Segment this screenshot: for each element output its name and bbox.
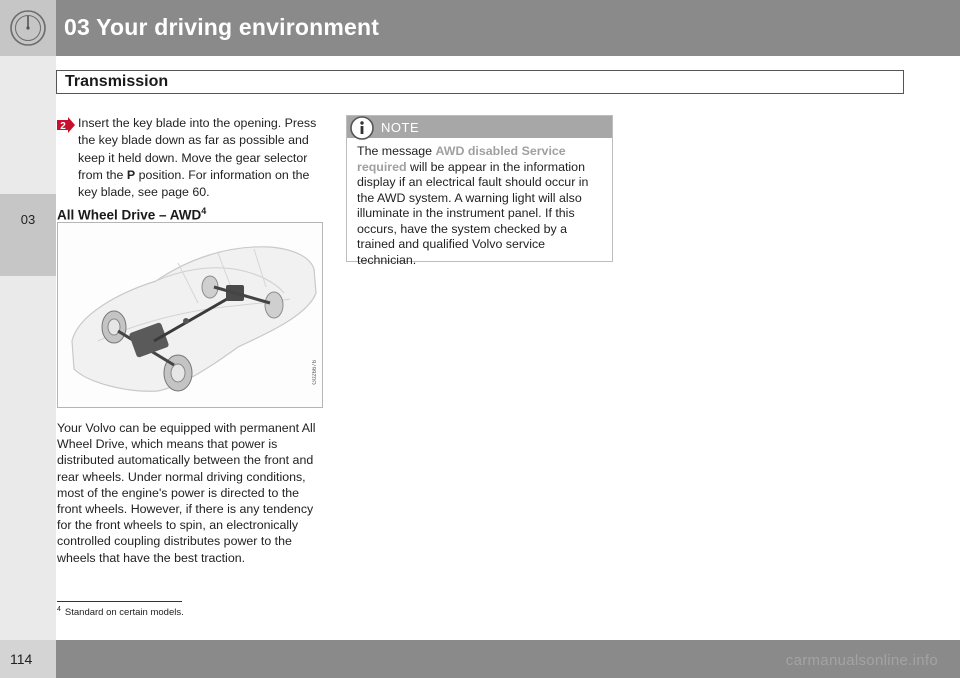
footnote-text: Standard on certain models. [64,607,184,619]
section-title-bar [56,70,904,94]
step-text-part2: position. For information on the key blade, see page 60. [78,167,310,200]
side-margin [0,56,56,640]
note-header [347,116,612,138]
figure-code: G026676 [312,360,318,385]
step-arrow-icon [56,117,76,133]
step-gear-letter: P [126,167,136,182]
step-text-part1: Insert the key blade into the opening. Press the key blade down as far as possible and keep it held down. Move the gear selector from the [78,116,317,182]
awd-heading-text: All Wheel Drive – AWD [57,207,202,223]
page-number: 114 [10,651,33,667]
step-instruction [78,115,324,201]
awd-footnote-ref: 4 [201,206,207,216]
awd-heading [57,206,206,223]
watermark: carmanualsonline.info [785,652,938,669]
step-number: 2 [60,121,66,132]
awd-illustration [57,222,323,408]
chapter-icon-box [0,0,56,56]
note-text-part1: The message [357,144,436,158]
note-box [346,115,613,267]
speedometer-icon [9,9,47,47]
chapter-tab [0,194,56,276]
footnote-rule [57,601,182,602]
chapter-tab-label: 03 [20,212,36,227]
note-display-message: AWD disabled Service required [357,144,566,174]
section-title: Transmission [65,73,169,90]
awd-car-drawing [58,223,322,407]
awd-description: Your Volvo can be equipped with permanent All Wheel Drive, which means that power is distributed automatically between the front and rear wheels. Under normal driving conditions, most of the engine's power is directed to the front wheels. However, if there is any tendency for the front wheels to spin, an electronically controlled coupling distributes power to the wheels that have the best traction. [57,421,316,565]
note-text [357,144,605,268]
info-icon [349,115,375,141]
chapter-title: 03 Your driving environment [64,14,380,40]
note-text-part2: will be appear in the information display if an electrical fault should occur in the AWD system. A warning light will also illuminate in the instrument panel. If this occurs, have the system checked by a trained and qualified Volvo service technician. [357,159,589,267]
note-label: NOTE [381,120,420,135]
footnote [57,606,184,618]
footnote-number: 4 [57,606,61,613]
